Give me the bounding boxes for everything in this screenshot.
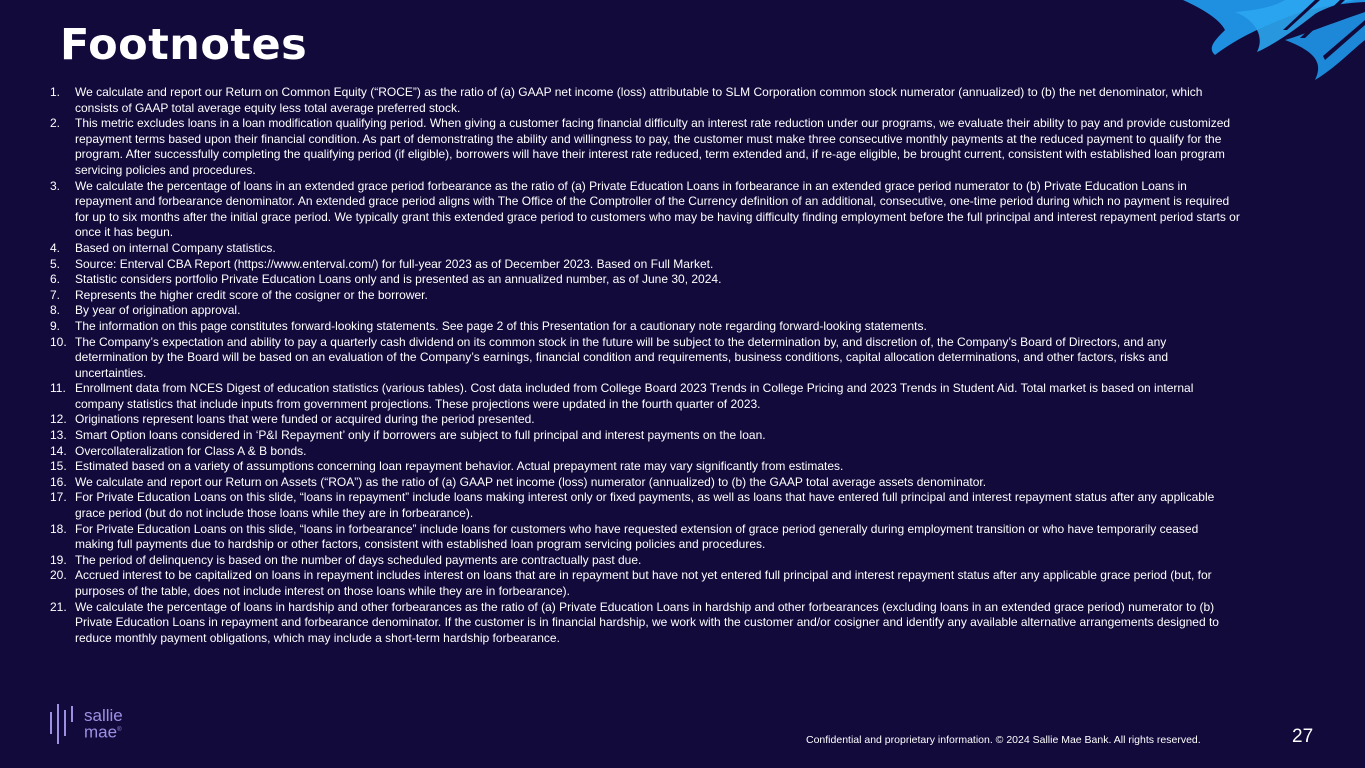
footnote-number: 5.: [50, 256, 61, 271]
footnote-text: Overcollateralization for Class A & B bonds.: [75, 443, 307, 458]
footnote-item: [50, 444, 1240, 460]
sallie-mae-logo-icon: [48, 700, 78, 746]
footnote-item: [50, 257, 1240, 273]
sallie-mae-logo: [48, 700, 168, 746]
footnote-item: [50, 85, 1240, 116]
footnote-number: 21.: [50, 599, 67, 614]
footnote-item: [50, 428, 1240, 444]
footnote-item: [50, 522, 1240, 553]
footnote-text: Estimated based on a variety of assumptions concerning loan repayment behavior. Actual prepayment rate may vary significantly from estimates.: [75, 459, 844, 474]
footnote-text: We calculate and report our Return on Assets (“ROA”) as the ratio of (a) GAAP net income (loss) numerator (annualized) to (b) the GAAP total average assets denominator.: [75, 474, 987, 489]
logo-registered-mark: ®: [117, 727, 122, 733]
footnote-text: Accrued interest to be capitalized on loans in repayment includes interest on loans that are in repayment but have not yet entered full principal and interest repayment status after any applicable grace period (but, for purposes of the table, does not include interest on those loans while they are in forbearance).: [75, 568, 1212, 598]
footnote-number: 20.: [50, 568, 67, 583]
footnote-text: We calculate the percentage of loans in an extended grace period forbearance as the ratio of (a) Private Education Loans in forbearance in an extended grace period numerator to (b) Private Education Loans in repayment and forbearance denominator. An extended grace period aligns with The Office of the Comptroller of the Currency definition of an additional, consecutive, one-time period during which no payment is required for up to six months after the initial grace period. We typically grant this extended grace period to customers who may be having difficulty finding employment before the full principal and interest repayment period starts or once it has begun.: [75, 178, 1240, 240]
footnote-text: Source: Enterval CBA Report (https://www.enterval.com/) for full-year 2023 as of December 2023. Based on Full Market.: [75, 256, 714, 271]
footnote-number: 8.: [50, 303, 61, 318]
footnote-number: 2.: [50, 116, 61, 131]
footnote-number: 16.: [50, 474, 67, 489]
footnote-item: [50, 475, 1240, 491]
footnote-text: Enrollment data from NCES Digest of education statistics (various tables). Cost data included from College Board 2023 Trends in College Pricing and 2023 Trends in Student Aid. Total market is based on internal company statistics that include inputs from government projections. These projections were updated in the fourth quarter of 2023.: [75, 381, 1194, 411]
confidentiality-footer: Confidential and proprietary information. © 2024 Sallie Mae Bank. All rights reserved.: [806, 734, 1201, 746]
footnote-number: 19.: [50, 552, 67, 567]
footnote-number: 4.: [50, 240, 61, 255]
footnote-item: [50, 553, 1240, 569]
footnote-item: [50, 272, 1240, 288]
footnote-number: 1.: [50, 85, 61, 99]
footnote-text: This metric excludes loans in a loan modification qualifying period. When giving a customer facing financial difficulty an interest rate reduction under our programs, we evaluate their ability to pay and provide customized repayment terms based upon their financial condition. As part of demonstrating the ability and willingness to pay, the customer must make three consecutive monthly payments at the reduced payment to qualify for the program. After successfully completing the qualifying period (if eligible), borrowers will have their interest rate reduced, term extended and, if re-age eligible, be brought current, consistent with established loan program servicing policies and procedures.: [75, 116, 1231, 177]
footnote-text: Based on internal Company statistics.: [75, 240, 276, 255]
footnote-item: [50, 179, 1240, 241]
footnote-text: We calculate the percentage of loans in hardship and other forbearances as the ratio of (a) Private Education Loans in hardship and other forbearances (excluding loans in an extended grace period) numerator to (b) Private Education Loans in repayment and forbearance denominator. If the customer is in financial hardship, we work with the customer and/or cosigner and identify any available alternative arrangements designed to reduce monthly payment obligations, which may include a short-term hardship forbearance.: [75, 599, 1219, 645]
brush-stroke-icon: [1165, 0, 1365, 95]
footnote-item: [50, 459, 1240, 475]
page-number: 27: [1292, 726, 1314, 747]
footnote-number: 13.: [50, 428, 67, 443]
footnote-item: [50, 288, 1240, 304]
footnote-number: 18.: [50, 521, 67, 536]
footnote-item: [50, 568, 1240, 599]
footnote-text: By year of origination approval.: [75, 303, 241, 318]
footnote-text: Smart Option loans considered in ‘P&I Repayment’ only if borrowers are subject to full principal and interest payments on the loan.: [75, 428, 766, 443]
footnote-text: Represents the higher credit score of the cosigner or the borrower.: [75, 287, 428, 302]
footnote-number: 14.: [50, 443, 67, 458]
footnote-item: [50, 319, 1240, 335]
footnote-number: 3.: [50, 178, 61, 193]
footnote-text: The information on this page constitutes forward-looking statements. See page 2 of this Presentation for a cautionary note regarding forward-looking statements.: [75, 318, 927, 333]
footnote-number: 17.: [50, 490, 67, 505]
footnote-number: 15.: [50, 459, 67, 474]
footnote-text: Originations represent loans that were funded or acquired during the period presented.: [75, 412, 535, 427]
footnote-item: [50, 335, 1240, 382]
footnote-text: Statistic considers portfolio Private Education Loans only and is presented as an annualized number, as of June 30, 2024.: [75, 272, 722, 287]
footnote-item: [50, 303, 1240, 319]
footnote-text: The Company’s expectation and ability to pay a quarterly cash dividend on its common stock in the future will be subject to the determination by, and discretion of, the Company’s Board of Directors, and any determination by the Board will be based on an evaluation of the Company’s earnings, financial condition and requirements, business conditions, capital allocation determinations, and other factors, risks and uncertainties.: [75, 334, 1169, 380]
footnote-text: We calculate and report our Return on Common Equity (“ROCE”) as the ratio of (a) GAAP net income (loss) attributable to SLM Corporation common stock numerator (annualized) to (b) the net denominator, which consists of GAAP total average equity less total average preferred stock.: [75, 85, 1203, 115]
footnote-number: 9.: [50, 318, 61, 333]
footnote-number: 11.: [50, 381, 66, 396]
page-title: Footnotes: [60, 20, 308, 70]
footnote-number: 6.: [50, 272, 61, 287]
footnote-number: 7.: [50, 287, 61, 302]
footnote-list: [50, 85, 1240, 646]
footnote-text: For Private Education Loans on this slide, “loans in repayment” include loans making interest only or fixed payments, as well as loans that have entered full principal and interest repayment status after any applicable grace period (but do not include those loans while they are in forbearance).: [75, 490, 1215, 521]
footnote-item: [50, 490, 1240, 521]
logo-wordmark: [84, 708, 123, 740]
footnote-item: [50, 241, 1240, 257]
footnote-item: [50, 412, 1240, 428]
footnote-number: 10.: [50, 334, 67, 349]
footnote-item: [50, 116, 1240, 178]
logo-line-1: sallie: [84, 706, 123, 725]
footnote-item: [50, 600, 1240, 647]
footnote-text: The period of delinquency is based on the number of days scheduled payments are contractually past due.: [75, 552, 642, 567]
footnote-number: 12.: [50, 412, 67, 427]
footnote-item: [50, 381, 1240, 412]
logo-line-2: mae: [84, 722, 118, 742]
footnote-text: For Private Education Loans on this slide, “loans in forbearance” include loans for customers who have requested extension of grace period generally during employment transition or who have temporarily ceased making full payments due to hardship or other factors, consistent with established loan program servicing policies and procedures.: [75, 521, 1199, 552]
